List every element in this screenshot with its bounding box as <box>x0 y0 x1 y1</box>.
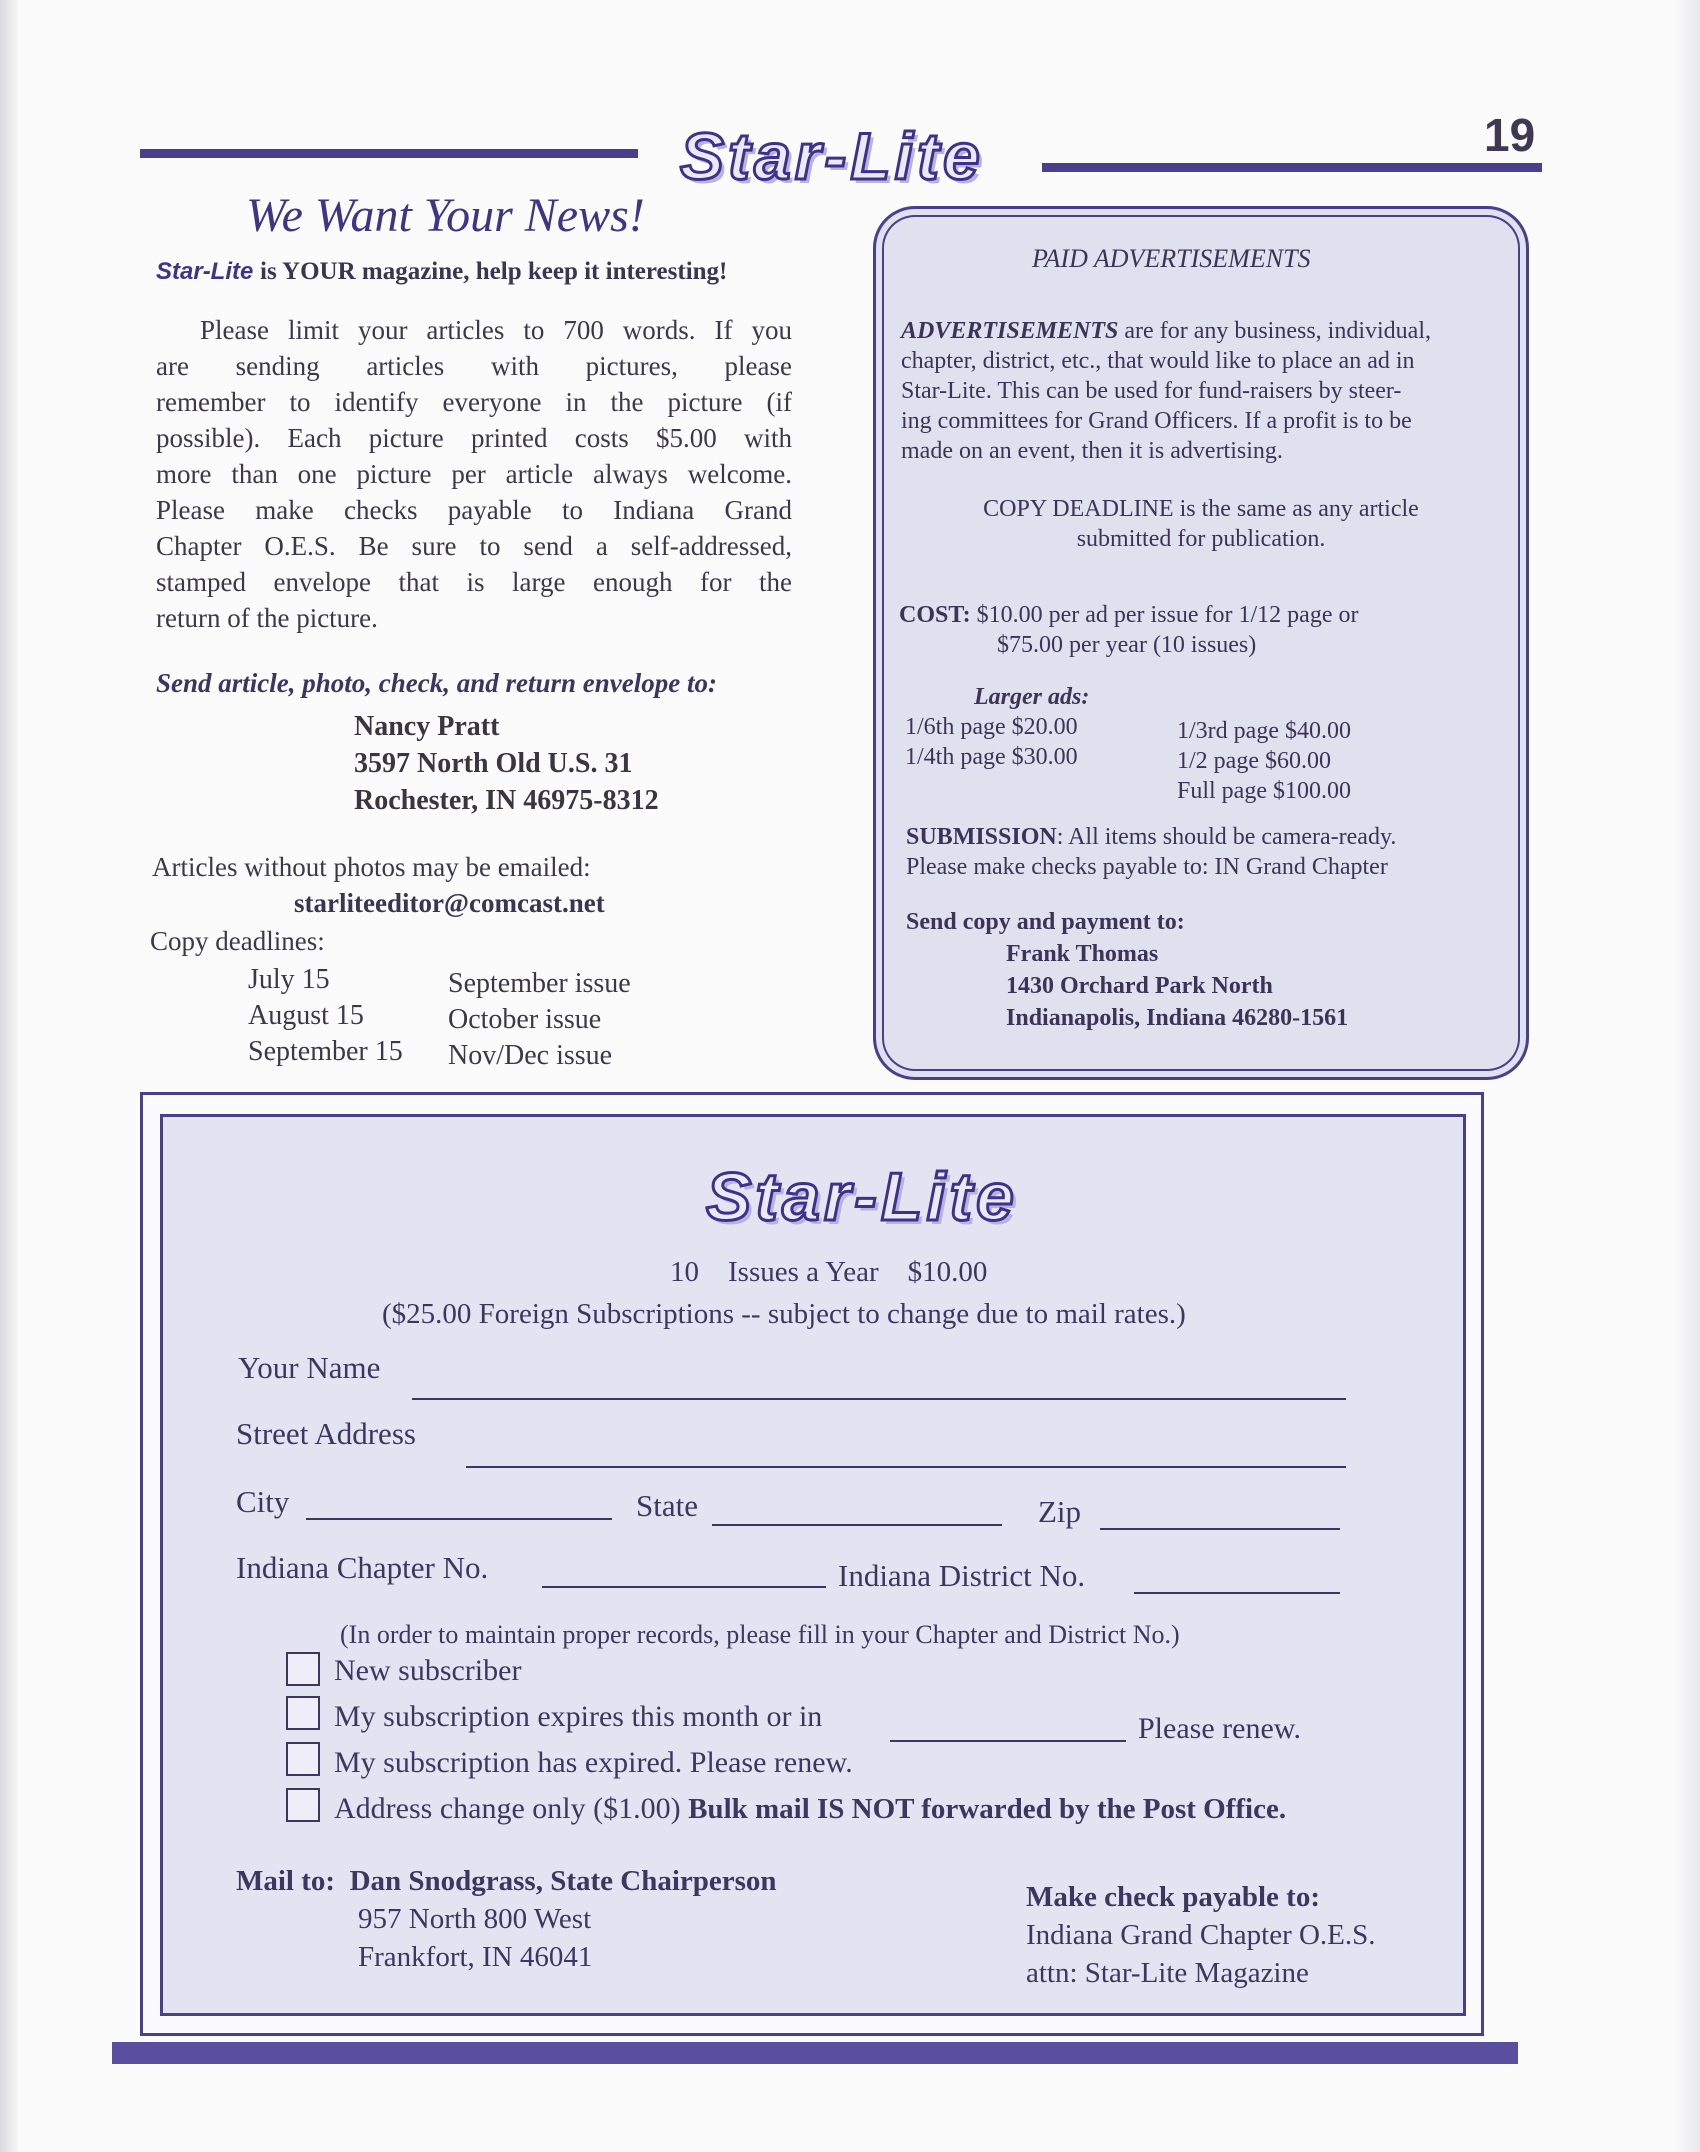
email-intro: Articles without photos may be emailed: <box>152 852 591 882</box>
ads-rate: 1/6th page $20.00 <box>905 714 1078 740</box>
ads-larger-left <box>905 712 1078 772</box>
ads-larger-right <box>1177 716 1351 806</box>
ads-send-heading: Send copy and payment to: <box>906 909 1185 935</box>
tagline-brand: Star-Lite <box>156 258 254 285</box>
district-label: Indiana District No. <box>838 1558 1086 1593</box>
ads-larger-label: Larger ads: <box>974 684 1090 710</box>
check-label: Make check payable to: <box>1026 1881 1320 1913</box>
mail-label: Mail to: <box>236 1865 336 1897</box>
state-field[interactable] <box>712 1524 1002 1526</box>
paragraph-line: return of the picture. <box>156 603 378 633</box>
page-number: 19 <box>1484 109 1536 161</box>
check-attn: attn: Star-Lite Magazine <box>1026 1957 1309 1989</box>
ads-deadline-line: COPY DEADLINE is the same as any article <box>983 496 1419 522</box>
ads-intro-line: ing committees for Grand Officers. If a profit is to be <box>901 408 1412 434</box>
ads-intro-line: chapter, district, etc., that would like to place an ad in <box>901 348 1415 374</box>
new-subscriber-label: New subscriber <box>334 1654 522 1687</box>
paragraph-line: are sending articles with pictures, please <box>156 351 792 381</box>
paragraph-line: stamped envelope that is large enough for the <box>156 567 792 597</box>
expired-checkbox[interactable] <box>286 1742 320 1776</box>
state-label: State <box>636 1488 698 1523</box>
ads-cost <box>899 600 1499 660</box>
deadlines-label: Copy deadlines: <box>150 926 325 956</box>
send-heading: Send article, photo, check, and return envelope to: <box>156 668 717 698</box>
name-label: Your Name <box>238 1350 381 1385</box>
send-street: 3597 North Old U.S. 31 <box>354 748 633 779</box>
ads-send-street: 1430 Orchard Park North <box>1006 973 1273 999</box>
deadline-dates <box>248 962 403 1070</box>
deadline-date: August 15 <box>248 1000 364 1031</box>
mail-name: Dan Snodgrass, State Chairperson <box>349 1865 777 1897</box>
paragraph-line: Please limit your articles to 700 words. If you <box>200 315 792 345</box>
ads-submission <box>906 822 1506 882</box>
ads-send <box>906 906 1348 1034</box>
mail-to-block <box>236 1862 777 1976</box>
news-title: We Want Your News! <box>246 189 645 242</box>
deadline-date: September 15 <box>248 1036 403 1067</box>
ads-deadline-line: submitted for publication. <box>1076 526 1326 552</box>
address-change-checkbox[interactable] <box>286 1788 320 1822</box>
issues-count: 10 <box>670 1256 699 1288</box>
name-field[interactable] <box>412 1398 1346 1400</box>
paragraph-line: Please make checks payable to Indiana Grand <box>156 495 792 525</box>
issues-label: Issues a Year <box>728 1256 879 1288</box>
paragraph-line: more than one picture per article always welcome. <box>156 459 792 489</box>
check-payable-block <box>1026 1878 1376 1992</box>
zip-label: Zip <box>1038 1494 1082 1529</box>
foreign-note: ($25.00 Foreign Subscriptions -- subject to change due to mail rates.) <box>382 1298 1186 1330</box>
check-payee: Indiana Grand Chapter O.E.S. <box>1026 1919 1376 1951</box>
deadline-date: July 15 <box>248 964 330 995</box>
ads-rate: 1/4th page $30.00 <box>905 744 1078 770</box>
mail-street: 957 North 800 West <box>358 1903 592 1935</box>
expires-month-field[interactable] <box>890 1740 1126 1742</box>
ads-intro-lead: ADVERTISEMENTS <box>901 318 1119 344</box>
ads-cost-line: $10.00 per ad per issue for 1/12 page or <box>970 602 1359 628</box>
chapter-label: Indiana Chapter No. <box>236 1550 489 1585</box>
send-city: Rochester, IN 46975-8312 <box>354 785 659 816</box>
news-tagline <box>156 258 727 286</box>
form-price-line <box>670 1256 987 1289</box>
subscription-price: $10.00 <box>907 1256 988 1288</box>
paragraph-line: remember to identify everyone in the picture (if <box>156 387 792 417</box>
page-edge-shadow-right <box>1674 0 1700 2152</box>
expires-renew: Please renew. <box>1138 1712 1301 1745</box>
ads-cost-label: COST: <box>899 602 971 628</box>
deadline-issue: September issue <box>448 968 631 999</box>
deadline-issues <box>448 966 631 1074</box>
expired-label: My subscription has expired. Please renew. <box>334 1746 853 1779</box>
expires-label: My subscription expires this month or in <box>334 1700 823 1733</box>
ads-cost-line: $75.00 per year (10 issues) <box>997 632 1257 658</box>
deadline-issue: Nov/Dec issue <box>448 1040 613 1071</box>
send-address <box>354 708 659 819</box>
city-label: City <box>236 1484 290 1519</box>
news-paragraph <box>156 312 792 636</box>
deadline-issue: October issue <box>448 1004 602 1035</box>
form-logo: Star-Lite <box>706 1159 1018 1235</box>
ads-title: PAID ADVERTISEMENTS <box>1032 244 1311 273</box>
ads-rate: 1/3rd page $40.00 <box>1177 718 1351 744</box>
header-rule-left <box>140 149 638 158</box>
address-change-label <box>334 1792 1286 1826</box>
ads-deadline <box>901 494 1501 554</box>
paragraph-line: possible). Each picture printed costs $5.00 with <box>156 423 792 453</box>
bulk-mail-warning: Bulk mail IS NOT forwarded by the Post Office. <box>688 1793 1287 1825</box>
street-label: Street Address <box>236 1416 416 1451</box>
chapter-field[interactable] <box>542 1586 826 1588</box>
ads-intro <box>901 316 1501 466</box>
tagline-text: is YOUR magazine, help keep it interesting! <box>260 258 728 285</box>
ads-intro-line: are for any business, individual, <box>1118 318 1432 344</box>
send-name: Nancy Pratt <box>354 711 500 742</box>
records-note: (In order to maintain proper records, please fill in your Chapter and District No.) <box>340 1620 1180 1649</box>
district-field[interactable] <box>1134 1592 1340 1594</box>
ads-rate: Full page $100.00 <box>1177 778 1351 804</box>
ads-submission-line: : All items should be camera-ready. <box>1056 824 1397 850</box>
email-address[interactable]: starliteeditor@comcast.net <box>294 888 605 918</box>
header-logo: Star-Lite <box>680 119 984 193</box>
ads-rate: 1/2 page $60.00 <box>1177 748 1331 774</box>
paragraph-line: Chapter O.E.S. Be sure to send a self-addressed, <box>156 531 792 561</box>
ads-intro-line: Star-Lite. This can be used for fund-raisers by steer- <box>901 378 1402 404</box>
street-field[interactable] <box>466 1466 1346 1468</box>
ads-send-city: Indianapolis, Indiana 46280-1561 <box>1006 1005 1349 1031</box>
ads-submission-line: Please make checks payable to: IN Grand Chapter <box>906 854 1388 880</box>
mail-city: Frankfort, IN 46041 <box>358 1941 593 1973</box>
header-rule-right <box>1042 163 1542 172</box>
ads-intro-line: made on an event, then it is advertising. <box>901 438 1283 464</box>
expires-checkbox[interactable] <box>286 1696 320 1730</box>
city-field[interactable] <box>306 1518 612 1520</box>
new-subscriber-checkbox[interactable] <box>286 1652 320 1686</box>
ads-send-name: Frank Thomas <box>1006 941 1159 967</box>
footer-bar <box>112 2042 1518 2064</box>
page-edge-shadow <box>0 0 18 2152</box>
ads-submission-label: SUBMISSION <box>906 824 1057 850</box>
zip-field[interactable] <box>1100 1528 1340 1530</box>
address-change-text: Address change only ($1.00) <box>334 1792 681 1825</box>
